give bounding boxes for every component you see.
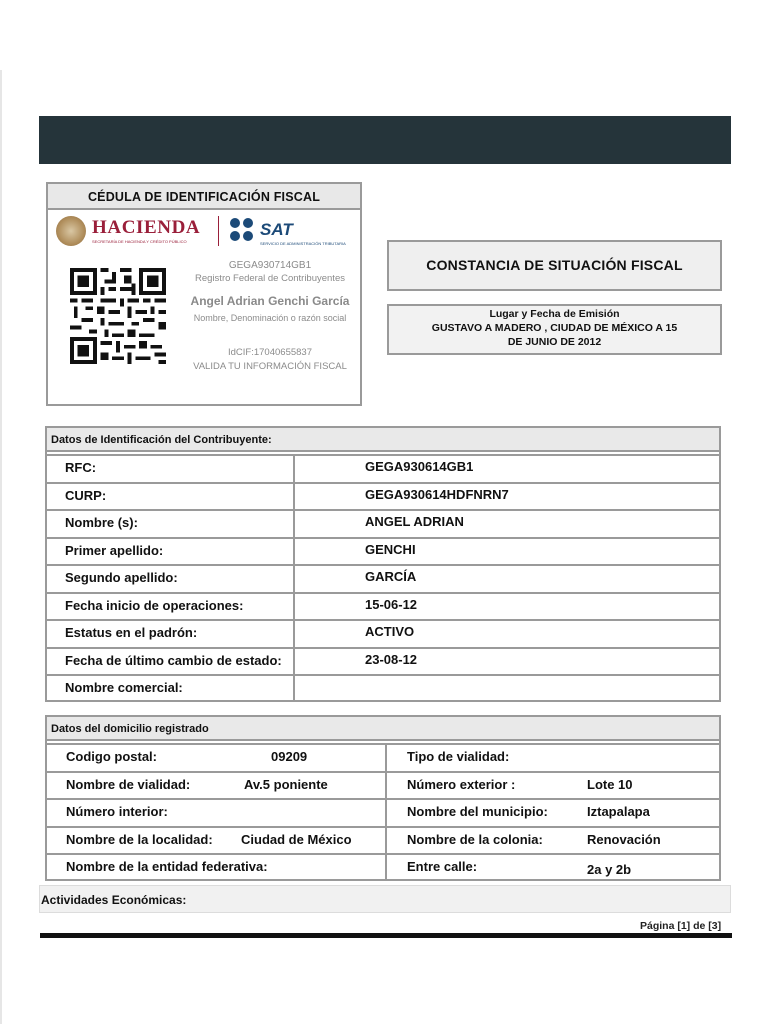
table-row <box>47 771 719 799</box>
cedula-valida-link: VALIDA TU INFORMACIÓN FISCAL <box>193 361 347 372</box>
table-row <box>47 592 719 620</box>
row-value: GENCHI <box>365 541 416 557</box>
sat-mark-icon <box>230 218 256 242</box>
row-value: GEGA930614GB1 <box>365 459 474 474</box>
page-number: Página [1] de [3] <box>640 920 722 932</box>
row-label: Nombre de vialidad: <box>66 776 191 792</box>
page-edge <box>0 70 2 1024</box>
table-row <box>47 798 719 826</box>
mexico-seal-icon <box>56 216 86 246</box>
lugar-fecha-line1: GUSTAVO A MADERO , CIUDAD DE MÉXICO A 15 <box>431 322 678 334</box>
row-value: ACTIVO <box>365 624 415 639</box>
qr-code-icon <box>70 268 166 364</box>
cedula-rfc: GEGA930714GB1 <box>228 260 312 271</box>
row-value: Iztapalapa <box>587 804 650 819</box>
cedula-name: Angel Adrian Genchi García <box>190 294 350 308</box>
cedula-idcif: IdCIF:17040655837 <box>228 347 312 358</box>
logo-divider <box>218 216 219 246</box>
row-value: 23-08-12 <box>365 651 418 667</box>
row-label: Número exterior : <box>407 776 516 792</box>
table-row <box>47 537 719 565</box>
cedula-title: CÉDULA DE IDENTIFICACIÓN FISCAL <box>48 184 360 210</box>
row-label: Tipo de vialidad: <box>407 749 510 764</box>
cedula-rfc-caption: Registro Federal de Contribuyentes <box>195 273 345 284</box>
table-row <box>47 674 719 702</box>
table-row <box>47 853 719 881</box>
logo-row <box>54 214 356 248</box>
identificacion-heading: Datos de Identificación del Contribuyente: <box>47 428 719 452</box>
lugar-fecha-title: Lugar y Fecha de Emisión <box>489 308 620 320</box>
lugar-fecha-line2: DE JUNIO DE 2012 <box>507 336 602 348</box>
table-row <box>47 619 719 647</box>
row-label: Número interior: <box>66 804 168 819</box>
row-label: Nombre del municipio: <box>407 804 548 819</box>
row-value: 15-06-12 <box>365 596 418 612</box>
row-label: Nombre de la entidad federativa: <box>66 859 268 874</box>
actividades-heading: Actividades Económicas: <box>39 885 731 913</box>
row-value: Renovación <box>587 831 661 847</box>
row-label: Primer apellido: <box>65 542 164 558</box>
row-value: 2a y 2b <box>587 862 632 877</box>
cedula-card <box>46 182 362 406</box>
table-row <box>47 647 719 675</box>
row-label: CURP: <box>65 487 107 503</box>
row-label: Nombre comercial: <box>65 680 183 695</box>
row-label: Entre calle: <box>407 859 478 874</box>
cedula-name-caption: Nombre, Denominación o razón social <box>193 313 347 323</box>
row-value: Ciudad de México <box>241 831 352 847</box>
row-label: Nombre de la localidad: <box>66 831 213 847</box>
lugar-fecha-box <box>387 304 722 355</box>
row-label: RFC: <box>65 460 97 475</box>
constancia-title: CONSTANCIA DE SITUACIÓN FISCAL <box>387 240 722 291</box>
domicilio-section <box>45 715 721 881</box>
table-row <box>47 826 719 854</box>
domicilio-heading: Datos del domicilio registrado <box>47 717 719 741</box>
table-row <box>47 743 719 771</box>
row-value: ANGEL ADRIAN <box>365 514 464 529</box>
sat-logo-caption: SERVICIO DE ADMINISTRACIÓN TRIBUTARIA <box>260 241 346 246</box>
table-row <box>47 509 719 537</box>
row-label: Estatus en el padrón: <box>65 625 198 640</box>
row-label: Codigo postal: <box>66 749 157 764</box>
row-label: Fecha de último cambio de estado: <box>65 652 282 668</box>
row-value: Lote 10 <box>587 776 633 792</box>
hacienda-logo: HACIENDA <box>92 217 201 238</box>
hacienda-logo-caption: SECRETARÍA DE HACIENDA Y CRÉDITO PÚBLICO <box>92 239 187 244</box>
row-value: Av.5 poniente <box>244 776 328 792</box>
row-value: 09209 <box>271 749 308 764</box>
row-label: Fecha inicio de operaciones: <box>65 597 244 613</box>
row-label: Nombre de la colonia: <box>407 831 543 847</box>
sat-logo: SAT <box>260 220 293 239</box>
table-row <box>47 454 719 482</box>
identificacion-section <box>45 426 721 702</box>
footer-rule <box>40 933 732 938</box>
row-value: GEGA930614HDFNRN7 <box>365 486 509 502</box>
row-value: GARCÍA <box>365 569 417 584</box>
table-row <box>47 482 719 510</box>
table-row <box>47 564 719 592</box>
header-bar <box>39 116 731 164</box>
row-label: Nombre (s): <box>65 515 138 530</box>
row-label: Segundo apellido: <box>65 570 178 585</box>
